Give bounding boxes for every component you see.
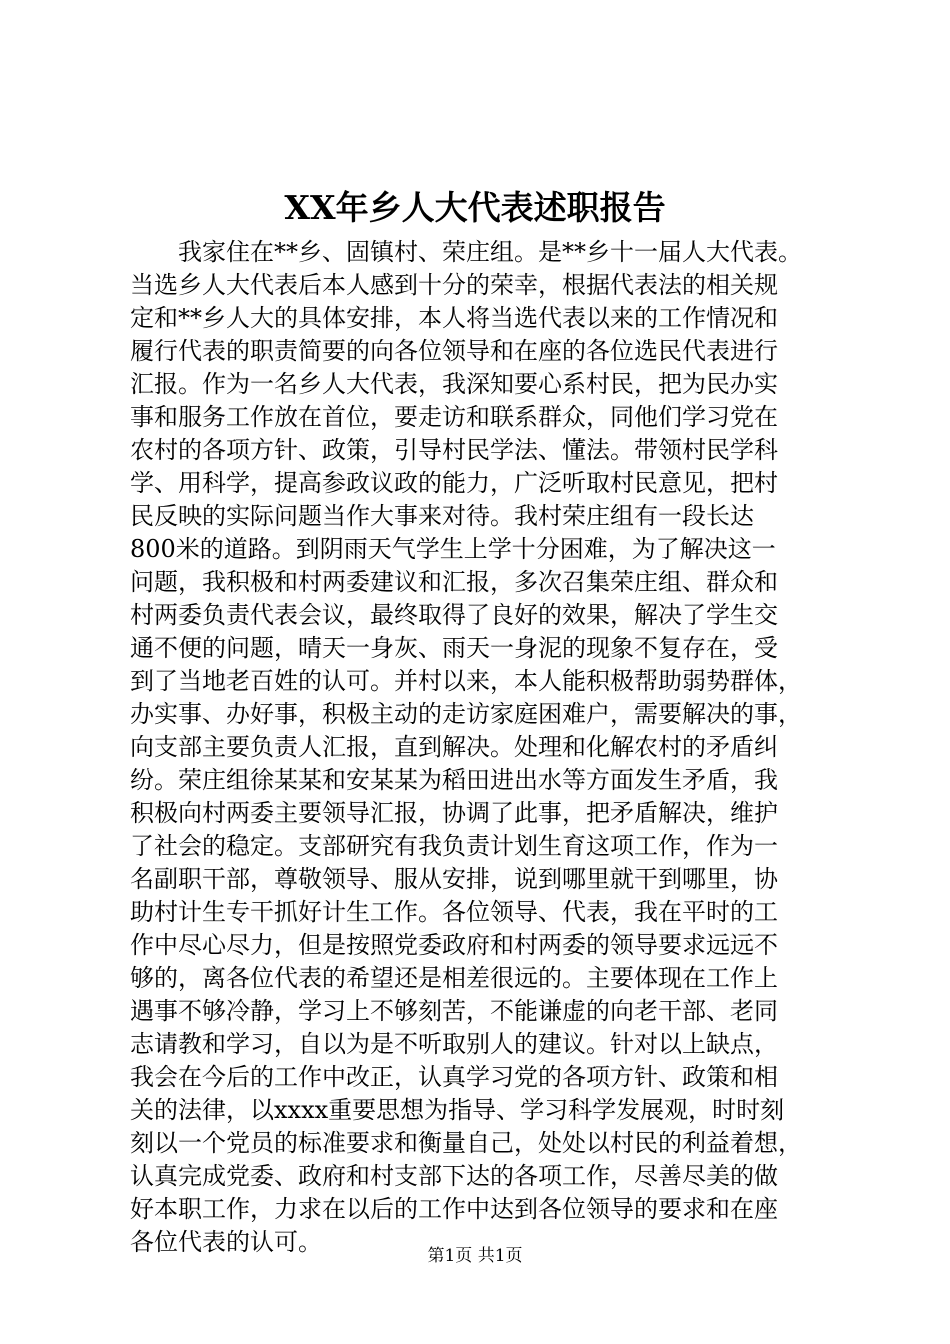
- body-line: 关的法律，以xxxx重要思想为指导、学习科学发展观，时时刻: [130, 1096, 785, 1124]
- body-line: 办实事、办好事，积极主动的走访家庭困难户，需要解决的事，: [130, 700, 802, 728]
- body-line: 好本职工作，力求在以后的工作中达到各位领导的要求和在座: [130, 1195, 778, 1223]
- body-line: 志请教和学习，自以为是不听取别人的建议。针对以上缺点，: [130, 1030, 778, 1058]
- body-line: 够的，离各位代表的希望还是相差很远的。主要体现在工作上: [130, 964, 778, 992]
- body-line: 了社会的稳定。支部研究有我负责计划生育这项工作，作为一: [130, 832, 778, 860]
- body-line: 助村计生专干抓好计生工作。各位领导、代表，我在平时的工: [130, 898, 778, 926]
- body-line: 遇事不够冷静，学习上不够刻苦，不能谦虚的向老干部、老同: [130, 997, 778, 1025]
- body-line: 民反映的实际问题当作大事来对待。我村荣庄组有一段长达: [130, 502, 754, 530]
- document-title: XX年乡人大代表述职报告: [284, 188, 666, 227]
- body-line: 村两委负责代表会议，最终取得了良好的效果，解决了学生交: [130, 601, 778, 629]
- body-line: 纷。荣庄组徐某某和安某某为稻田进出水等方面发生矛盾，我: [130, 766, 778, 794]
- body-line: 名副职干部，尊敬领导、服从安排，说到哪里就干到哪里，协: [130, 865, 778, 893]
- body-line: 问题，我积极和村两委建议和汇报，多次召集荣庄组、群众和: [130, 568, 778, 596]
- body-line: 当选乡人大代表后本人感到十分的荣幸，根据代表法的相关规: [130, 271, 778, 299]
- body-line: 事和服务工作放在首位，要走访和联系群众，同他们学习党在: [130, 403, 778, 431]
- page-number-footer: 第1页 共1页: [427, 1246, 523, 1266]
- body-line: 向支部主要负责人汇报，直到解决。处理和化解农村的矛盾纠: [130, 733, 778, 761]
- body-line: 汇报。作为一名乡人大代表，我深知要心系村民，把为民办实: [130, 370, 778, 398]
- body-line: 我家住在**乡、固镇村、荣庄组。是**乡十一届人大代表。: [178, 238, 802, 266]
- body-line: 到了当地老百姓的认可。并村以来，本人能积极帮助弱势群体，: [130, 667, 802, 695]
- body-line: 通不便的问题，晴天一身灰、雨天一身泥的现象不复存在，受: [130, 634, 778, 662]
- document-body: [130, 236, 830, 1259]
- body-line: 认真完成党委、政府和村支部下达的各项工作，尽善尽美的做: [130, 1162, 778, 1190]
- body-line: 履行代表的职责简要的向各位领导和在座的各位选民代表进行: [130, 337, 778, 365]
- body-line: 各位代表的认可。: [130, 1228, 322, 1256]
- body-line: 我会在今后的工作中改正，认真学习党的各项方针、政策和相: [130, 1063, 778, 1091]
- body-line: 定和**乡人大的具体安排，本人将当选代表以来的工作情况和: [130, 304, 778, 332]
- body-line: 刻以一个党员的标准要求和衡量自己，处处以村民的利益着想，: [130, 1129, 802, 1157]
- body-line: 积极向村两委主要领导汇报，协调了此事，把矛盾解决，维护: [130, 799, 778, 827]
- body-line: 作中尽心尽力，但是按照党委政府和村两委的领导要求远远不: [130, 931, 778, 959]
- body-line: 800米的道路。到阴雨天气学生上学十分困难，为了解决这一: [130, 535, 776, 563]
- body-line: 学、用科学，提高参政议政的能力，广泛听取村民意见，把村: [130, 469, 778, 497]
- body-line: 农村的各项方针、政策，引导村民学法、懂法。带领村民学科: [130, 436, 778, 464]
